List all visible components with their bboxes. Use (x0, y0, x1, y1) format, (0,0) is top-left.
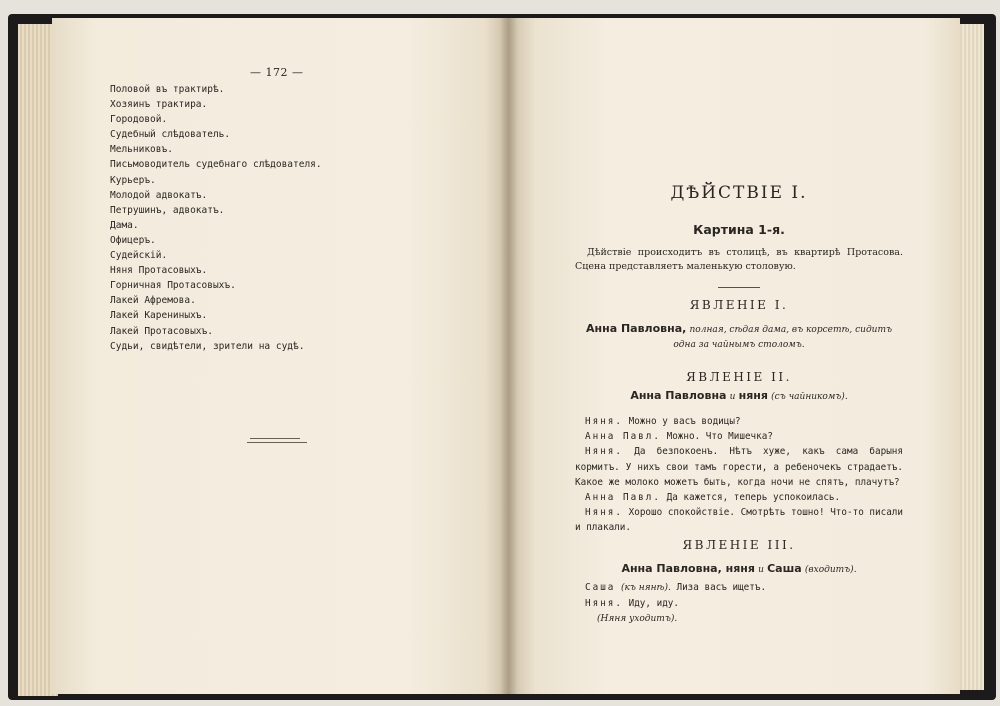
act-title: ДѢЙСТВІЕ I. (670, 183, 808, 203)
conjunction: и (729, 392, 736, 402)
speaker: Няня. (585, 416, 623, 427)
cast-item: Няня Протасовыхъ. (110, 265, 208, 277)
stage-direction: (Няня уходитъ). (597, 614, 678, 625)
cast-item: Мельниковъ. (110, 144, 173, 156)
yavlenie-3-title: ЯВЛЕНІЕ III. (682, 538, 796, 552)
character-name: няня (738, 389, 768, 402)
dialogue-line (575, 414, 903, 429)
stage-direction: (съ чайникомъ). (771, 392, 848, 402)
yavlenie-1-cast (575, 322, 903, 352)
end-rule-top (250, 438, 300, 439)
dialogue-line (575, 596, 903, 611)
yavlenie-2-dialogue (575, 414, 903, 536)
line-text: Да кажется, теперь успокоилась. (666, 492, 841, 504)
exit-direction-line (575, 611, 903, 627)
stage-direction: (входитъ). (804, 565, 857, 575)
cast-item: Лакей Протасовыхъ. (110, 325, 213, 337)
cast-item: Судебный слѣдователь. (110, 129, 231, 141)
line-text: Хорошо спокойствіе. Смотрѣть тошно! Что-то писали и плакали. (575, 507, 903, 534)
cast-list (110, 82, 322, 354)
page-number: — 172 — (250, 66, 304, 79)
speaker: Няня. (585, 507, 623, 519)
line-text: Можно. Что Мишечка? (666, 431, 773, 443)
yavlenie-3-dialogue (575, 580, 903, 628)
speaker: Анна Павл. (585, 431, 661, 443)
character-name: Анна Павловна, (585, 322, 687, 335)
cast-item: Судьи, свидѣтели, зрители на судѣ. (110, 340, 305, 352)
dialogue-line (575, 444, 903, 490)
cast-item: Хозяинъ трактира. (110, 99, 208, 111)
line-text: Да безпокоенъ. Нѣтъ хуже, какъ сама барыня кормитъ. У нихъ свои тамъ горести, а ребеночекъ страдаетъ. Какое же молоко можетъ быть, когда ночи не спятъ, плачутъ? (575, 446, 903, 488)
cast-item: Офицеръ. (110, 234, 156, 246)
character-name: Анна Павловна (630, 389, 727, 402)
dialogue-line (575, 505, 903, 535)
cast-item: Петрушинъ, адвокатъ. (110, 204, 225, 216)
cast-item: Молодой адвокатъ. (110, 189, 208, 201)
spine-shadow (500, 18, 518, 694)
end-rule-bottom (247, 442, 307, 443)
yavlenie-3-cast (575, 562, 903, 578)
cast-item: Горничная Протасовыхъ. (110, 280, 236, 292)
speaker: Анна Павл. (585, 492, 661, 504)
dialogue-line (575, 429, 903, 444)
cast-item: Лакей Афремова. (110, 295, 196, 307)
speaker: Саша (585, 582, 616, 593)
cast-item: Письмоводитель судебнаго слѣдователя. (110, 159, 322, 171)
cast-item: Курьеръ. (110, 174, 156, 186)
yavlenie-2-title: ЯВЛЕНІЕ II. (686, 370, 792, 384)
stage-direction: полная, сѣдая дама, въ корсетѣ, сидитъ одна за чайнымъ столомъ. (673, 325, 893, 350)
dialogue-line (575, 490, 903, 505)
setting-description: Дѣйствіе происходитъ въ столицѣ, въ квартирѣ Протасова. Сцена представляетъ маленькую столовую. (575, 247, 903, 272)
cast-item: Лакей Карениныхъ. (110, 310, 208, 322)
line-text: Можно у васъ водицы? (628, 416, 741, 427)
speaker: Няня. (585, 598, 623, 610)
cast-item: Судейскій. (110, 250, 168, 262)
character-name: Саша (767, 562, 802, 575)
section-divider (718, 287, 760, 288)
dialogue-line (575, 580, 903, 596)
line-text: Лиза васъ ищетъ. (676, 582, 767, 593)
cast-item: Половой въ трактирѣ. (110, 84, 225, 95)
cast-item: Городовой. (110, 114, 168, 126)
stage-direction: (къ нянѣ). (621, 583, 671, 593)
character-name: Анна Павловна, няня (621, 562, 755, 575)
cast-item: Дама. (110, 219, 139, 231)
speaker: Няня. (585, 446, 623, 458)
conjunction: и (758, 565, 764, 575)
yavlenie-2-cast (575, 389, 903, 405)
scene-title: Картина 1-я. (693, 222, 785, 237)
yavlenie-1-title: ЯВЛЕНІЕ I. (689, 298, 789, 312)
line-text: Иду, иду. (628, 598, 679, 610)
